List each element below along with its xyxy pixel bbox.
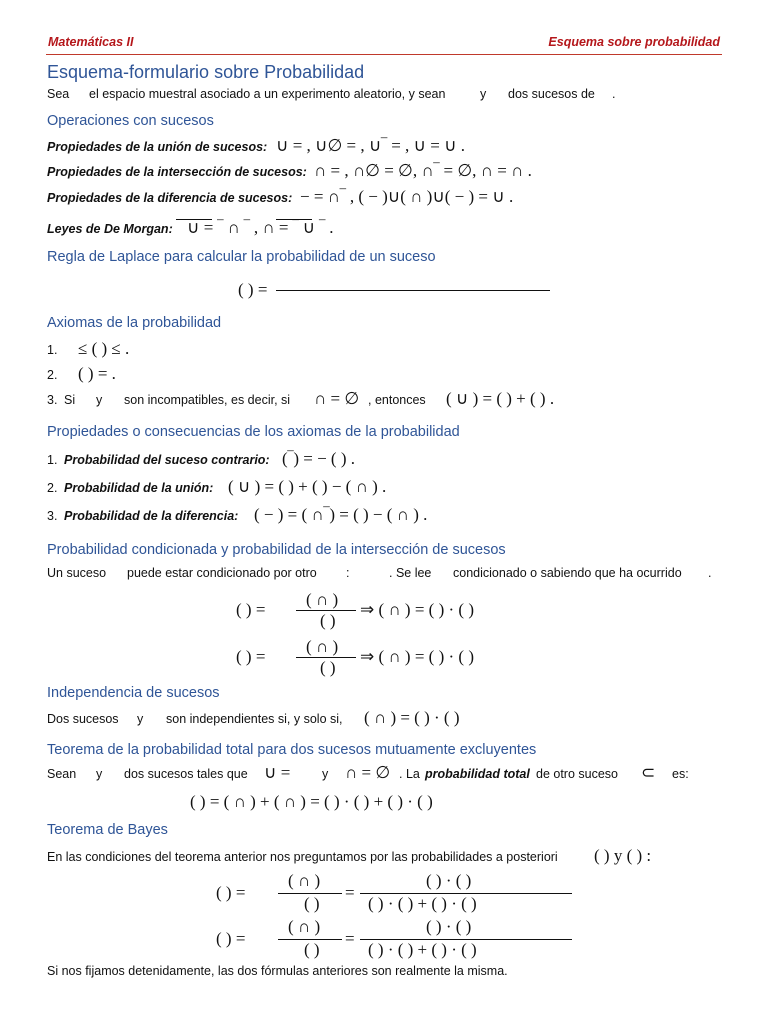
intro-text: el espacio muestral asociado a un experimento aleatorio, y sean: [89, 87, 446, 101]
intro-dos: dos sucesos de: [508, 87, 595, 101]
bayes-equals: =: [345, 929, 355, 948]
axiom-3-y: y: [96, 393, 103, 407]
intersection-label: Propiedades de la intersección de sucesos:: [47, 165, 307, 179]
intersection-formula: ∩ = , ∩∅ = ∅, ∩‾ = ∅, ∩ = ∩ .: [314, 161, 532, 180]
cond-text-b: puede estar condicionado por otro: [127, 566, 317, 580]
section-operations: Operaciones con sucesos: [47, 113, 214, 129]
bayes-numerator: ( ∩ ): [288, 917, 321, 936]
section-laplace: Regla de Laplace para calcular la probabilidad de un suceso: [47, 249, 436, 265]
union-prob-formula: ( ∪ ) = ( ) + ( ) − ( ∩ ) .: [228, 477, 387, 496]
difference-label: Propiedades de la diferencia de sucesos:: [47, 191, 293, 205]
bayes-footer: Si nos fijamos detenidamente, las dos fórmulas anteriores son realmente la misma.: [47, 964, 508, 978]
laplace-formula: ( ) =: [238, 280, 268, 299]
axiom-2-formula: ( ) = .: [78, 364, 116, 383]
section-axioms: Axiomas de la probabilidad: [47, 315, 222, 331]
axiom-1-formula: ≤ ( ) ≤ .: [78, 339, 130, 358]
page-title: Esquema-formulario sobre Probabilidad: [47, 62, 365, 82]
bayes-numerator-2: ( ) · ( ): [426, 871, 472, 890]
cond-denominator: ( ): [320, 611, 336, 630]
total-subset: ⊂: [641, 763, 656, 782]
total-text-g: de otro suceso: [536, 767, 618, 781]
contrary-formula: (‾) = − ( ) .: [282, 449, 355, 468]
fraction-bar: [276, 290, 550, 291]
cond-text-e: condicionado o sabiendo que ha ocurrido: [453, 566, 682, 580]
header-subject: Matemáticas II: [48, 35, 134, 49]
difference-formula: − = ∩‾ , ( − )∪( ∩ )∪( − ) = ∪ .: [300, 187, 514, 206]
bayes-text: En las condiciones del teorema anterior nos preguntamos por las probabilidades a posteriori: [47, 850, 558, 864]
indep-text-b: y: [137, 712, 144, 726]
total-text-b: y: [96, 767, 103, 781]
axiom-number: 3.: [47, 393, 58, 407]
bayes-denominator: ( ): [304, 940, 320, 959]
section-bayes: Teorema de Bayes: [47, 822, 168, 838]
axiom-3-si: Si: [64, 393, 76, 407]
indep-text-a: Dos sucesos: [47, 712, 119, 726]
bayes-numerator-2: ( ) · ( ): [426, 917, 472, 936]
total-formula: ( ) = ( ∩ ) + ( ∩ ) = ( ) · ( ) + ( ) · ( ): [190, 792, 433, 811]
total-text-d: y: [322, 767, 329, 781]
bayes-lhs: ( ) =: [216, 883, 246, 902]
cond-numerator: ( ∩ ): [306, 590, 339, 609]
union-formula: ∪ = , ∪∅ = , ∪‾ = , ∪ = ∪ .: [276, 136, 466, 155]
difference-prob-label: Probabilidad de la diferencia:: [64, 509, 239, 523]
section-conditional: Probabilidad condicionada y probabilidad de la intersección de sucesos: [47, 542, 506, 558]
bayes-numerator: ( ∩ ): [288, 871, 321, 890]
cond-text-f: .: [708, 566, 712, 580]
total-text-e: . La: [399, 767, 420, 781]
page-header: [46, 34, 722, 55]
intro-y: y: [480, 87, 487, 101]
morgan-formula: ∪ = ‾ ∩ ‾ , ∩ = ‾ ∪ ‾ .: [187, 218, 334, 237]
total-text-h: es:: [672, 767, 689, 781]
total-text-a: Sean: [47, 767, 77, 781]
cond-formula-lhs: ( ) =: [236, 647, 266, 666]
total-union: ∪ =: [264, 763, 291, 782]
cond-numerator: ( ∩ ): [306, 637, 339, 656]
cond-formula-lhs: ( ) =: [236, 600, 266, 619]
axiom-number: 1.: [47, 343, 58, 357]
bayes-denominator-2: ( ) · ( ) + ( ) · ( ): [368, 894, 477, 913]
total-intersection: ∩ = ∅: [345, 763, 391, 782]
axiom-3-text: son incompatibles, es decir, si: [124, 393, 291, 407]
total-text-c: dos sucesos tales que: [124, 767, 248, 781]
axiom-number: 2.: [47, 368, 58, 382]
section-independence: Independencia de sucesos: [47, 685, 220, 701]
total-text-f: probabilidad total: [425, 767, 530, 781]
bayes-posteriori: ( ) y ( ) :: [594, 846, 652, 865]
indep-formula: ( ∩ ) = ( ) · ( ): [364, 708, 460, 727]
property-number: 1.: [47, 453, 58, 467]
axiom-3-condition: ∩ = ∅: [314, 389, 360, 408]
header-topic: Esquema sobre probabilidad: [548, 35, 720, 49]
difference-prob-formula: ( − ) = ( ∩‾) = ( ) − ( ∩ ) .: [254, 505, 428, 524]
bayes-denominator-2: ( ) · ( ) + ( ) · ( ): [368, 940, 477, 959]
section-total-probability: Teorema de la probabilidad total para dos sucesos mutuamente excluyentes: [47, 742, 537, 758]
cond-text-d: . Se lee: [389, 566, 432, 580]
morgan-label: Leyes de De Morgan:: [47, 222, 173, 236]
cond-text-a: Un suceso: [47, 566, 107, 580]
cond-text-c: :: [346, 566, 350, 580]
bayes-lhs: ( ) =: [216, 929, 246, 948]
axiom-3-formula: ( ∪ ) = ( ) + ( ) .: [446, 389, 555, 408]
cond-formula-rhs: ⇒ ( ∩ ) = ( ) · ( ): [360, 647, 474, 666]
indep-text-c: son independientes si, y solo si,: [166, 712, 343, 726]
bayes-denominator: ( ): [304, 894, 320, 913]
union-label: Propiedades de la unión de sucesos:: [47, 140, 268, 154]
section-properties: Propiedades o consecuencias de los axiomas de la probabilidad: [47, 424, 460, 440]
intro-sea: Sea: [47, 87, 70, 101]
property-number: 2.: [47, 481, 58, 495]
intro-dot: .: [612, 87, 616, 101]
axiom-3-entonces: , entonces: [368, 393, 426, 407]
union-prob-label: Probabilidad de la unión:: [64, 481, 214, 495]
contrary-label: Probabilidad del suceso contrario:: [64, 453, 270, 467]
cond-denominator: ( ): [320, 658, 336, 677]
cond-formula-rhs: ⇒ ( ∩ ) = ( ) · ( ): [360, 600, 474, 619]
bayes-equals: =: [345, 883, 355, 902]
property-number: 3.: [47, 509, 58, 523]
